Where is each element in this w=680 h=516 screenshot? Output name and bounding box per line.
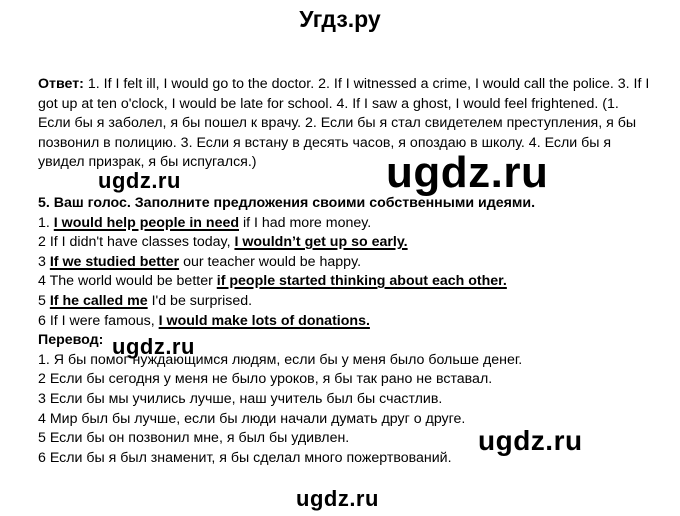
translation-item: 3 Если бы мы учились лучше, наш учитель был бы счастлив. (38, 390, 443, 407)
watermark: ugdz.ru (98, 168, 181, 193)
watermark: ugdz.ru (386, 148, 549, 197)
item-answer: I would help people in need (53, 214, 240, 231)
item-prefix: 3 (38, 253, 50, 270)
item-suffix: if I had more money. (239, 214, 372, 231)
item-answer: I wouldn’t get up so early. (234, 234, 408, 251)
translation-item: 4 Мир был бы лучше, если бы люди начали думать друг о друге. (38, 410, 466, 427)
answer-label: Ответ: (38, 76, 84, 92)
exercise-item (38, 292, 638, 312)
exercise-item (38, 312, 638, 332)
site-title: Угдз.ру (299, 6, 381, 32)
item-answer: if people started thinking about each other. (216, 273, 507, 290)
exercise-item (38, 272, 638, 292)
exercise-heading: 5. Ваш голос. Заполните предложения своими собственными идеями. (38, 195, 536, 211)
item-prefix: 4 The world would be better (38, 273, 217, 290)
translation-item: 1. Я бы помог нуждающимся людям, если бы у меня было больше денег. (38, 351, 523, 368)
item-suffix: I'd be surprised. (147, 292, 253, 309)
item-suffix: our teacher would be happy. (179, 253, 362, 270)
exercise-item (38, 233, 638, 253)
answer-text: 1. If I felt ill, I would go to the doctor. 2. If I witnessed a crime, I would call the police. 3. If I got up at ten o'clock, I would be late for school. 4. If I saw a ghost, I would feel frightened. (1. Если бы я заболел, я бы пошел к врачу. 2. Если бы я стал свидетелем преступления, я бы позвонил в полицию. 3. Если я встану в десять часов, я опоздаю в школу. 4. Если бы я увидел призрак, я бы испугался.) (38, 76, 650, 171)
item-answer: If we studied better (49, 253, 180, 270)
exercise-item (38, 253, 638, 273)
item-prefix: 6 If I were famous, (38, 312, 159, 329)
translation-label: Перевод: (38, 332, 104, 349)
item-answer: If he called me (49, 292, 148, 309)
item-prefix: 2 If I didn't have classes today, (38, 234, 235, 251)
watermark: ugdz.ru (478, 425, 583, 456)
watermark: ugdz.ru (112, 334, 195, 359)
item-prefix: 5 (38, 292, 50, 309)
translation-item: 5 Если бы он позвонил мне, я был бы удивлен. (38, 430, 350, 447)
answer-paragraph (38, 75, 650, 173)
translation-item: 6 Если бы я был знаменит, я бы сделал много пожертвований. (38, 449, 452, 466)
item-prefix: 1. (38, 214, 54, 231)
watermark: ugdz.ru (296, 486, 379, 511)
translation-item: 2 Если бы сегодня у меня не было уроков, я бы так рано не вставал. (38, 371, 493, 388)
exercise-item (38, 214, 638, 234)
item-answer: I would make lots of donations. (158, 312, 370, 329)
